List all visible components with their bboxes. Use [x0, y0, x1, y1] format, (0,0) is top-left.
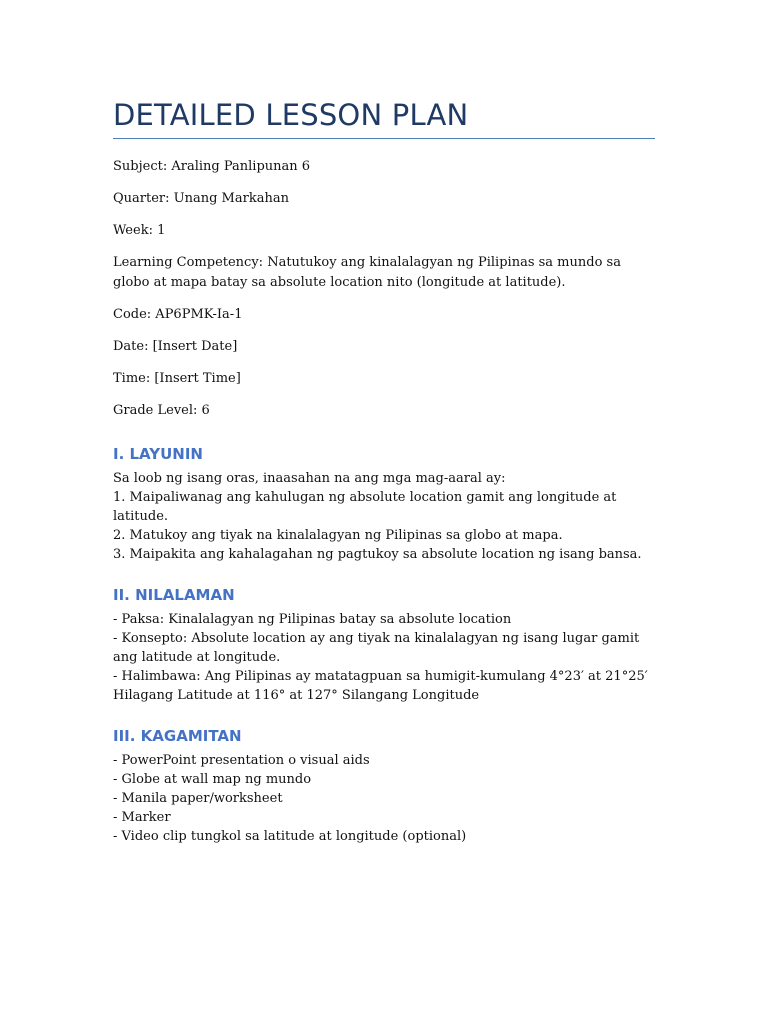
lesson-meta [113, 157, 655, 421]
section-heading: III. KAGAMITAN [113, 727, 242, 745]
section-heading: I. LAYUNIN [113, 445, 203, 463]
meta-code: Code: AP6PMK-Ia-1 [113, 307, 243, 322]
section-line: - Manila paper/worksheet [113, 791, 283, 806]
document-title: DETAILED LESSON PLAN [113, 96, 655, 139]
section-line: - Konsepto: Absolute location ay ang tiyak na kinalalagyan ng isang lugar gamit ang latitude at longitude. [113, 631, 640, 665]
section-layunin [113, 443, 655, 564]
meta-time: Time: [Insert Time] [113, 371, 241, 386]
meta-grade-level: Grade Level: 6 [113, 403, 210, 418]
section-line: 1. Maipaliwanag ang kahulugan ng absolute location gamit ang longitude at latitude. [113, 490, 617, 524]
section-line: Sa loob ng isang oras, inaasahan na ang mga mag-aaral ay: [113, 471, 506, 486]
section-line: 2. Matukoy ang tiyak na kinalalagyan ng Pilipinas sa globo at mapa. [113, 528, 563, 543]
section-line: - Halimbawa: Ang Pilipinas ay matatagpuan sa humigit-kumulang 4°23′ at 21°25′ Hilagang Latitude at 116° at 127° Silangang Longitude [113, 669, 648, 703]
section-line: - Video clip tungkol sa latitude at longitude (optional) [113, 829, 467, 844]
document-page [113, 96, 655, 846]
meta-date: Date: [Insert Date] [113, 339, 238, 354]
section-kagamitan [113, 725, 655, 846]
section-nilalaman [113, 584, 655, 705]
section-line: 3. Maipakita ang kahalagahan ng pagtukoy sa absolute location ng isang bansa. [113, 547, 642, 562]
meta-quarter: Quarter: Unang Markahan [113, 191, 289, 206]
meta-week: Week: 1 [113, 223, 166, 238]
meta-subject: Subject: Araling Panlipunan 6 [113, 159, 311, 174]
section-line: - Marker [113, 810, 171, 825]
section-heading: II. NILALAMAN [113, 586, 235, 604]
meta-learning-competency: Learning Competency: Natutukoy ang kinalalagyan ng Pilipinas sa mundo sa globo at mapa batay sa absolute location nito (longitude at latitude). [113, 255, 621, 290]
section-line: - Paksa: Kinalalagyan ng Pilipinas batay sa absolute location [113, 612, 512, 627]
section-line: - PowerPoint presentation o visual aids [113, 753, 370, 768]
section-line: - Globe at wall map ng mundo [113, 772, 312, 787]
